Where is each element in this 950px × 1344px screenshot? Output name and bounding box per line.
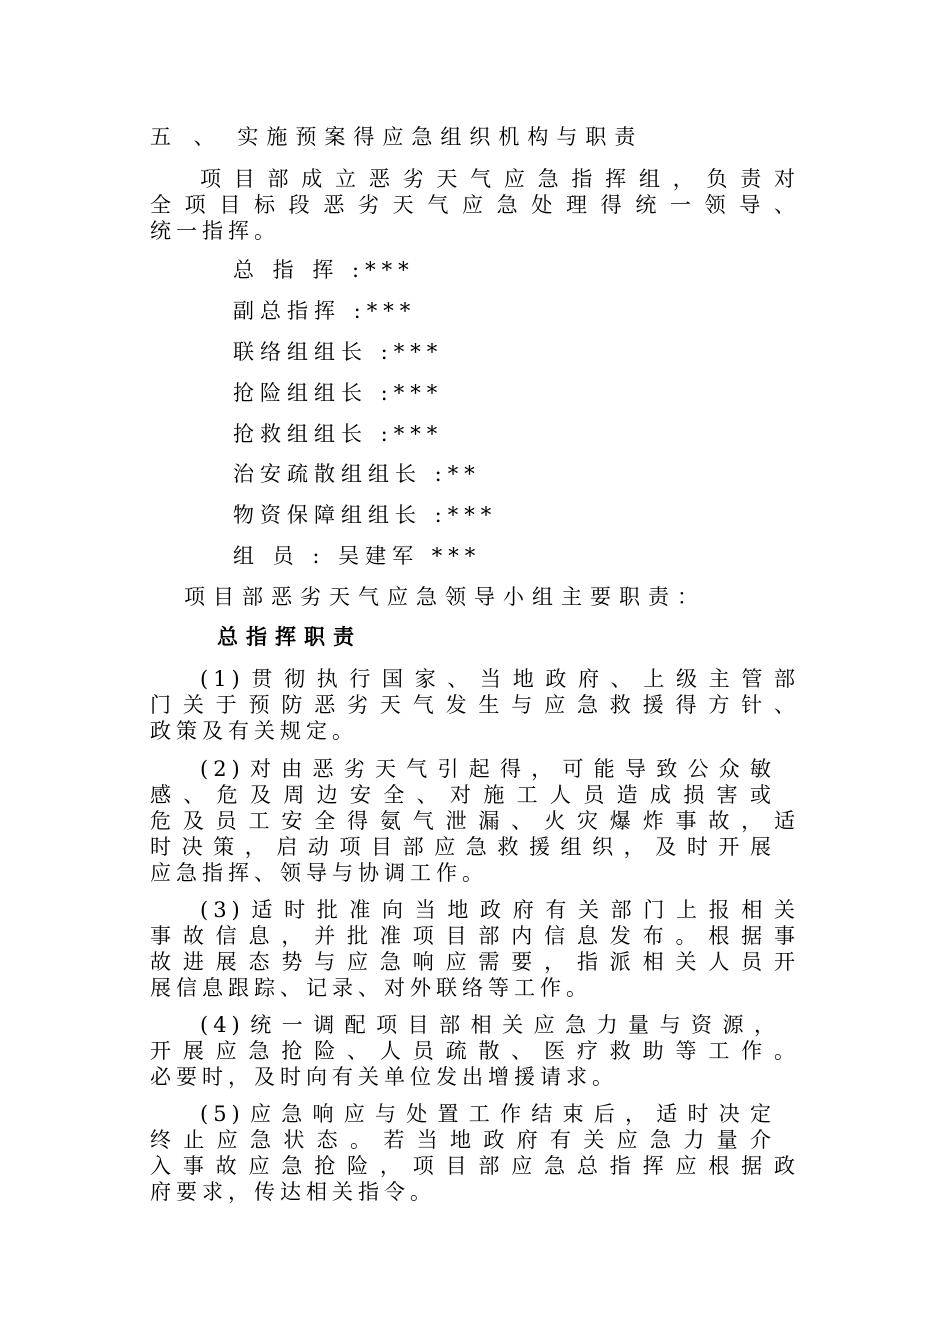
paragraph-line: 应急指挥、领导与协调工作。 (150, 861, 488, 885)
paragraph-line: 终止应急状态。若当地政府有关应急力量介 (150, 1128, 776, 1152)
roster-item: 联络组组长 :*** (233, 340, 444, 364)
paragraph-line: 政策及有关规定。 (150, 719, 358, 743)
section-heading: 五 、 实施预案得应急组织机构与职责 (150, 125, 644, 149)
paragraph-line: (2)对由恶劣天气引起得，可能导致公众敏 (200, 757, 776, 781)
roster-item: 副总指挥 :*** (233, 299, 417, 323)
roster-item: 组 员 : 吴建军 *** (233, 544, 482, 568)
paragraph-line: 开展应急抢险、人员疏散、医疗救助等工作。 (150, 1039, 800, 1063)
duties-heading: 总指挥职责 (217, 624, 362, 649)
duties-intro: 项目部恶劣天气应急领导小组主要职责： (184, 585, 706, 609)
paragraph-line: 事故信息，并批准项目部内信息发布。根据事 (150, 924, 800, 948)
paragraph-line: 时决策，启动项目部应急救援组织，及时开展 (150, 835, 776, 859)
intro-line: 全项目标段恶劣天气应急处理得统一领导、 (150, 193, 800, 217)
paragraph-line: 故进展态势与应急响应需要，指派相关人员开 (150, 950, 800, 974)
paragraph-line: 府要求，传达相关指令。 (150, 1180, 436, 1204)
roster-item: 抢险组组长 :*** (233, 381, 444, 405)
roster-item: 总 指 挥 :*** (233, 258, 415, 282)
roster-item: 物资保障组组长 :*** (233, 503, 498, 527)
paragraph-line: (4)统一调配项目部相关应急力量与资源， (200, 1013, 780, 1037)
paragraph-line: (1)贯彻执行国家、当地政府、上级主管部 (200, 667, 800, 691)
intro-line: 项目部成立恶劣天气应急指挥组，负责对 (200, 167, 800, 191)
paragraph-line: 门关于预防恶劣天气发生与应急救援得方针、 (150, 693, 800, 717)
roster-item: 抢救组组长 :*** (233, 422, 444, 446)
paragraph-line: 危及员工安全得氨气泄漏、火灾爆炸事故，适 (150, 809, 800, 833)
paragraph-line: 必要时，及时向有关单位发出增援请求。 (150, 1065, 618, 1089)
paragraph-line: 感、危及周边安全、对施工人员造成损害或 (150, 783, 776, 807)
paragraph-line: (5)应急响应与处置工作结束后，适时决定 (200, 1102, 776, 1126)
paragraph-line: 入事故应急抢险，项目部应急总指挥应根据政 (150, 1154, 800, 1178)
roster-item: 治安疏散组组长 :** (233, 462, 481, 486)
paragraph-line: 展信息跟踪、记录、对外联络等工作。 (150, 976, 592, 1000)
paragraph-line: (3)适时批准向当地政府有关部门上报相关 (200, 898, 800, 922)
intro-line: 统一指挥。 (150, 219, 280, 243)
